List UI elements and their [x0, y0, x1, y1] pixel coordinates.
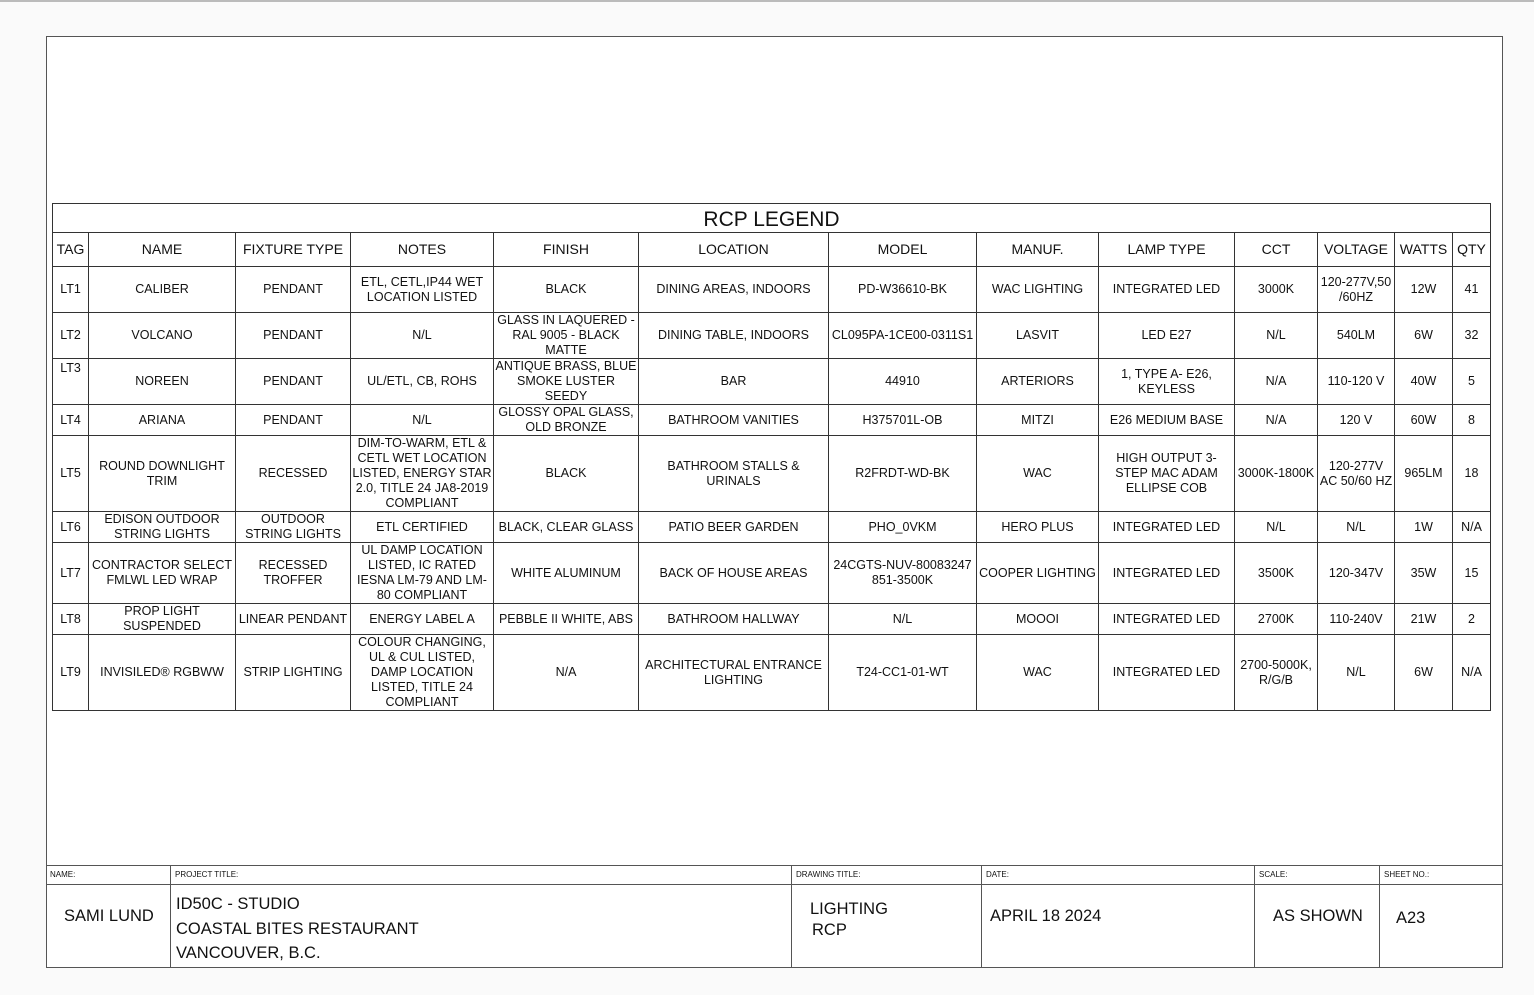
header-name: NAME [89, 233, 236, 267]
cell-lamp-type: E26 MEDIUM BASE [1099, 405, 1235, 436]
header-finish: FINISH [494, 233, 639, 267]
cell-qty: 5 [1453, 359, 1491, 405]
cell-lamp-type: HIGH OUTPUT 3-STEP MAC ADAM ELLIPSE COB [1099, 436, 1235, 512]
cell-finish: BLACK [494, 267, 639, 313]
cell-fixture-type: PENDANT [236, 405, 351, 436]
cell-model: 24CGTS-NUV-80083247 851-3500K [829, 543, 977, 604]
table-row [53, 543, 1491, 604]
cell-watts: 21W [1395, 604, 1453, 635]
cell-lamp-type: INTEGRATED LED [1099, 267, 1235, 313]
table-row [53, 267, 1491, 313]
cell-model: PHO_0VKM [829, 512, 977, 543]
cell-manuf: HERO PLUS [977, 512, 1099, 543]
cell-location: BATHROOM VANITIES [639, 405, 829, 436]
cell-finish: GLOSSY OPAL GLASS, OLD BRONZE [494, 405, 639, 436]
project-line-2: COASTAL BITES RESTAURANT [176, 920, 419, 938]
table-row [53, 405, 1491, 436]
cell-location: BATHROOM STALLS & URINALS [639, 436, 829, 512]
cell-name: CALIBER [89, 267, 236, 313]
scale-label: SCALE: [1259, 870, 1288, 879]
cell-qty: 15 [1453, 543, 1491, 604]
cell-name: NOREEN [89, 359, 236, 405]
cell-name: INVISILED® RGBWW [89, 635, 236, 711]
table-row [53, 436, 1491, 512]
drawing-title-label: DRAWING TITLE: [796, 870, 861, 879]
scale-cell [1255, 866, 1380, 968]
header-cct: CCT [1235, 233, 1318, 267]
cell-manuf: ARTERIORS [977, 359, 1099, 405]
cell-lamp-type: INTEGRATED LED [1099, 512, 1235, 543]
scale-value: AS SHOWN [1273, 907, 1363, 925]
sheet-number-label: SHEET NO.: [1384, 870, 1430, 879]
cell-fixture-type: PENDANT [236, 313, 351, 359]
cell-tag: LT8 [53, 604, 89, 635]
cell-tag: LT2 [53, 313, 89, 359]
cell-model: CL095PA-1CE00-0311S1 [829, 313, 977, 359]
table-row [53, 604, 1491, 635]
date-label: DATE: [986, 870, 1009, 879]
cell-notes: N/L [351, 313, 494, 359]
designer-name: SAMI LUND [64, 907, 154, 925]
header-location: LOCATION [639, 233, 829, 267]
title-block [46, 865, 1503, 969]
header-tag: TAG [53, 233, 89, 267]
cell-tag: LT6 [53, 512, 89, 543]
cell-fixture-type: PENDANT [236, 267, 351, 313]
cell-model: PD-W36610-BK [829, 267, 977, 313]
cell-lamp-type: INTEGRATED LED [1099, 604, 1235, 635]
cell-watts: 35W [1395, 543, 1453, 604]
cell-manuf: WAC LIGHTING [977, 267, 1099, 313]
project-line-3: VANCOUVER, B.C. [176, 944, 321, 962]
cell-cct: 3500K [1235, 543, 1318, 604]
cell-location: BACK OF HOUSE AREAS [639, 543, 829, 604]
cell-lamp-type: LED E27 [1099, 313, 1235, 359]
table-row [53, 313, 1491, 359]
cell-notes: UL/ETL, CB, ROHS [351, 359, 494, 405]
cell-tag: LT1 [53, 267, 89, 313]
legend-title: RCP LEGEND [53, 204, 1491, 233]
cell-location: BAR [639, 359, 829, 405]
date-cell [982, 866, 1255, 968]
cell-cct: N/A [1235, 359, 1318, 405]
cell-qty: N/A [1453, 635, 1491, 711]
cell-finish: WHITE ALUMINUM [494, 543, 639, 604]
header-voltage: VOLTAGE [1318, 233, 1395, 267]
cell-finish: ANTIQUE BRASS, BLUE SMOKE LUSTER SEEDY [495, 359, 637, 403]
drawing-title-line-1: LIGHTING [810, 900, 888, 918]
cell-voltage: 120 V [1318, 405, 1395, 436]
table-row [53, 359, 1491, 405]
cell-cct: N/L [1235, 313, 1318, 359]
table-row [53, 512, 1491, 543]
cell-voltage: N/L [1318, 512, 1395, 543]
cell-cct: N/L [1235, 512, 1318, 543]
cell-location: BATHROOM HALLWAY [639, 604, 829, 635]
cell-fixture-type: RECESSED TROFFER [236, 543, 351, 604]
cell-fixture-type: OUTDOOR STRING LIGHTS [236, 512, 351, 543]
cell-finish: GLASS IN LAQUERED - RAL 9005 - BLACK MATTE [494, 313, 639, 359]
cell-voltage: 120-277V AC 50/60 HZ [1318, 436, 1395, 512]
name-label: NAME: [50, 870, 76, 879]
sheet-number-value: A23 [1396, 909, 1426, 927]
header-lamp-type: LAMP TYPE [1099, 233, 1235, 267]
date-value: APRIL 18 2024 [990, 907, 1102, 925]
cell-qty: 8 [1453, 405, 1491, 436]
cell-model: N/L [829, 604, 977, 635]
cell-fixture-type: STRIP LIGHTING [236, 635, 351, 711]
cell-lamp-type: INTEGRATED LED [1099, 543, 1235, 604]
cell-voltage: 540LM [1318, 313, 1395, 359]
cell-fixture-type: RECESSED [236, 436, 351, 512]
cell-manuf: LASVIT [977, 313, 1099, 359]
header-watts: WATTS [1395, 233, 1453, 267]
cell-notes: UL DAMP LOCATION LISTED, IC RATED IESNA LM-79 AND LM-80 COMPLIANT [351, 543, 494, 604]
cell-notes: ETL CERTIFIED [351, 512, 494, 543]
cell-qty: 2 [1453, 604, 1491, 635]
header-manuf: MANUF. [977, 233, 1099, 267]
cell-watts: 60W [1395, 405, 1453, 436]
cell-fixture-type: PENDANT [236, 359, 351, 405]
cell-name: PROP LIGHT SUSPENDED [89, 604, 236, 635]
cell-cct: 2700K [1235, 604, 1318, 635]
cell-manuf: COOPER LIGHTING [977, 543, 1099, 604]
project-line-1: ID50C - STUDIO [176, 895, 300, 913]
cell-qty: 41 [1453, 267, 1491, 313]
cell-name: VOLCANO [89, 313, 236, 359]
cell-cct: 3000K-1800K [1235, 436, 1318, 512]
project-title-label: PROJECT TITLE: [175, 870, 239, 879]
cell-voltage: N/L [1318, 635, 1395, 711]
cell-notes: ETL, CETL,IP44 WET LOCATION LISTED [351, 267, 494, 313]
cell-location: ARCHITECTURAL ENTRANCE LIGHTING [639, 635, 829, 711]
drawing-title-cell [792, 866, 982, 968]
rcp-legend-table [52, 203, 1491, 711]
cell-cct: N/A [1235, 405, 1318, 436]
cell-model: H375701L-OB [829, 405, 977, 436]
cell-voltage: 110-240V [1318, 604, 1395, 635]
project-title-cell [171, 866, 792, 968]
cell-notes: N/L [351, 405, 494, 436]
cell-manuf: WAC [977, 635, 1099, 711]
sheet-number-cell [1380, 866, 1503, 968]
cell-lamp-type: 1, TYPE A- E26, KEYLESS [1099, 359, 1235, 405]
cell-finish: PEBBLE II WHITE, ABS [494, 604, 639, 635]
cell-finish: N/A [494, 635, 639, 711]
cell-watts: 40W [1395, 359, 1453, 405]
header-qty: QTY [1453, 233, 1491, 267]
cell-name: EDISON OUTDOOR STRING LIGHTS [89, 512, 236, 543]
cell-finish: BLACK [494, 436, 639, 512]
cell-watts: 12W [1395, 267, 1453, 313]
cell-name: ARIANA [89, 405, 236, 436]
cell-manuf: WAC [977, 436, 1099, 512]
cell-model: 44910 [829, 359, 977, 405]
cell-tag: LT5 [53, 436, 89, 512]
cell-qty: N/A [1453, 512, 1491, 543]
cell-watts: 1W [1395, 512, 1453, 543]
cell-location: PATIO BEER GARDEN [639, 512, 829, 543]
cell-voltage: 110-120 V [1318, 359, 1395, 405]
cell-tag: LT4 [53, 405, 89, 436]
cell-notes: COLOUR CHANGING, UL & CUL LISTED, DAMP LOCATION LISTED, TITLE 24 COMPLIANT [351, 635, 494, 711]
name-cell [46, 866, 171, 968]
header-model: MODEL [829, 233, 977, 267]
cell-cct: 2700-5000K, R/G/B [1235, 635, 1318, 711]
header-fixture-type: FIXTURE TYPE [236, 233, 351, 267]
cell-cct: 3000K [1235, 267, 1318, 313]
cell-tag: LT7 [53, 543, 89, 604]
cell-fixture-type: LINEAR PENDANT [236, 604, 351, 635]
cell-watts: 6W [1395, 635, 1453, 711]
cell-qty: 18 [1453, 436, 1491, 512]
cell-notes: ENERGY LABEL A [351, 604, 494, 635]
cell-voltage: 120-347V [1318, 543, 1395, 604]
cell-watts: 965LM [1395, 436, 1453, 512]
header-row [53, 233, 1491, 267]
cell-tag: LT3 [53, 359, 89, 405]
cell-model: T24-CC1-01-WT [829, 635, 977, 711]
header-notes: NOTES [351, 233, 494, 267]
cell-finish: BLACK, CLEAR GLASS [494, 512, 639, 543]
cell-manuf: MITZI [977, 405, 1099, 436]
cell-voltage: 120-277V,50 /60HZ [1318, 267, 1395, 313]
cell-name: ROUND DOWNLIGHT TRIM [89, 436, 236, 512]
cell-model: R2FRDT-WD-BK [829, 436, 977, 512]
cell-tag: LT9 [53, 635, 89, 711]
cell-watts: 6W [1395, 313, 1453, 359]
cell-lamp-type: INTEGRATED LED [1099, 635, 1235, 711]
cell-location: DINING AREAS, INDOORS [639, 267, 829, 313]
table-row [53, 635, 1491, 711]
cell-manuf: MOOOI [977, 604, 1099, 635]
cell-notes: DIM-TO-WARM, ETL & CETL WET LOCATION LISTED, ENERGY STAR 2.0, TITLE 24 JA8-2019 COMPLIANT [352, 436, 492, 510]
cell-qty: 32 [1453, 313, 1491, 359]
drawing-title-line-2: RCP [812, 921, 847, 939]
cell-location: DINING TABLE, INDOORS [639, 313, 829, 359]
cell-name: CONTRACTOR SELECT FMLWL LED WRAP [89, 543, 236, 604]
